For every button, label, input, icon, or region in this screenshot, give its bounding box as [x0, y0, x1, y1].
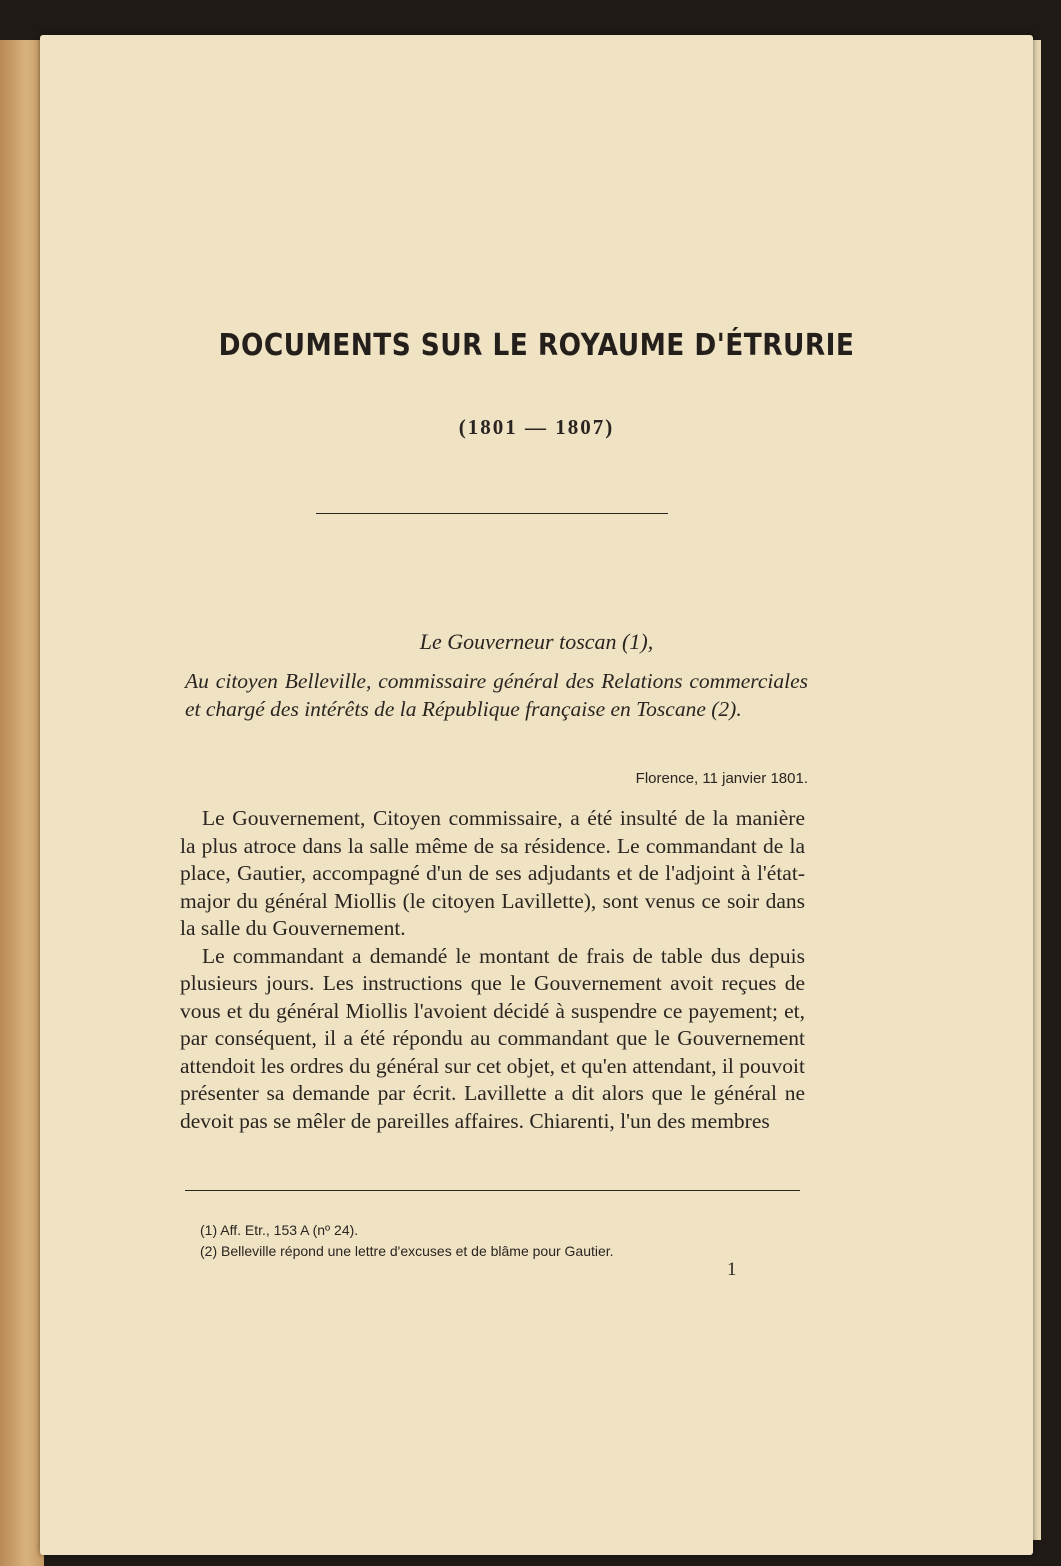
- footnote: (2) Belleville répond une lettre d'excuses et de blâme pour Gautier.: [200, 1243, 614, 1259]
- page-number: 1: [727, 1259, 737, 1280]
- footnotes: [200, 1220, 800, 1262]
- letter-body: [180, 805, 805, 1135]
- letter-dateline: Florence, 11 janvier 1801.: [635, 770, 808, 787]
- title-divider: [316, 513, 668, 514]
- date-range: (1801 — 1807): [458, 415, 615, 439]
- footnote: (1) Aff. Etr., 153 A (nº 24).: [200, 1222, 359, 1238]
- body-paragraph: Le commandant a demandé le montant de frais de table dus depuis plusieurs jours. Les instructions que le Gouvernement avoit reçues de vous et du général Miollis l'avoient décidé à suspendre ce payement; et, par conséquent, il a été répondu au commandant que le Gouvernement attendoit les ordres du général sur cet objet, et qu'en attendant, il pouvoit présenter sa demande par écrit. Lavillette a dit alors que le général ne devoit pas se mêler de pareilles affaires. Chiarenti, l'un des membres: [180, 943, 805, 1133]
- footnote-divider: [185, 1190, 800, 1191]
- document-page: [40, 35, 1033, 1555]
- body-paragraph: Le Gouvernement, Citoyen commissaire, a été insulté de la manière la plus atroce dans la salle même de sa résidence. Le commandant de la place, Gautier, accompagné d'un de ses adjudants et de l'adjoint à l'état-major du général Miollis (le citoyen Lavillette), sont venus ce soir dans la salle du Gouvernement.: [180, 806, 805, 940]
- letter-sender: Le Gouverneur toscan (1),: [419, 629, 654, 654]
- letter-addressee: Au citoyen Belleville, commissaire général des Relations commerciales et chargé des intérêts de la République française en Toscane (2).: [185, 669, 808, 721]
- document-title: DOCUMENTS SUR LE ROYAUME D'ÉTRURIE: [218, 328, 855, 363]
- adjacent-page-edge: [0, 40, 44, 1566]
